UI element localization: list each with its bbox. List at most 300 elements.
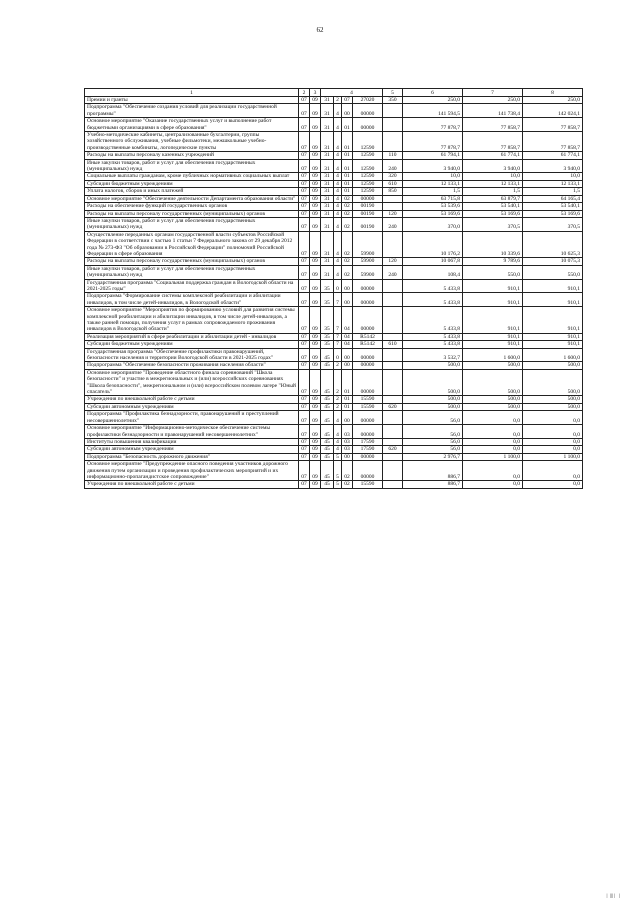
row-name-cell: Субсидии бюджетным учреждениям — [85, 341, 299, 348]
table-row — [85, 217, 583, 231]
amount-year1-cell: 1,5 — [403, 188, 463, 195]
subprogram-code-cell: 4 — [334, 152, 342, 159]
row-name-cell: Основное мероприятие "Информационно-методическое обеспечение системы профилактики безнадзорности и правонарушений несовершеннолетних" — [85, 425, 299, 439]
program-code-cell: 31 — [321, 180, 334, 187]
expense-type-cell: 240 — [383, 265, 403, 279]
program-code-cell: 31 — [321, 188, 334, 195]
activity-code-cell: 04 — [342, 341, 353, 348]
program-code-cell: 35 — [321, 341, 334, 348]
subprogram-code-cell: 2 — [334, 396, 342, 403]
program-code-cell: 45 — [321, 348, 334, 362]
amount-year1-cell: 5 433,8 — [403, 341, 463, 348]
subsection-code-cell: 09 — [310, 403, 321, 410]
subsection-code-cell: 09 — [310, 180, 321, 187]
direction-code-cell: 59900 — [353, 231, 383, 258]
amount-year1-cell: 500,0 — [403, 403, 463, 410]
section-code-cell: 07 — [299, 362, 310, 369]
table-row — [85, 180, 583, 187]
amount-year2-cell: 500,0 — [463, 396, 523, 403]
amount-year2-cell: 500,0 — [463, 403, 523, 410]
header-cell: 1 — [85, 89, 299, 97]
subprogram-code-cell: 4 — [334, 265, 342, 279]
expense-type-cell: 610 — [383, 180, 403, 187]
amount-year2-cell: 61 774,1 — [463, 152, 523, 159]
amount-year2-cell: 0,0 — [463, 438, 523, 445]
program-code-cell: 31 — [321, 132, 334, 152]
direction-code-cell: 12590 — [353, 180, 383, 187]
row-name-cell: Расходы на выплаты персоналу государственных (муниципальных) органов — [85, 258, 299, 265]
program-code-cell: 45 — [321, 461, 334, 481]
amount-year1-cell: 108,4 — [403, 265, 463, 279]
amount-year3-cell: 53 540,1 — [523, 203, 583, 210]
direction-code-cell: 59900 — [353, 258, 383, 265]
direction-code-cell: 00000 — [353, 348, 383, 362]
amount-year2-cell: 0,0 — [463, 446, 523, 453]
table-row — [85, 152, 583, 159]
section-code-cell: 07 — [299, 446, 310, 453]
program-code-cell: 35 — [321, 293, 334, 307]
amount-year2-cell: 77 858,7 — [463, 132, 523, 152]
subprogram-code-cell: 7 — [334, 293, 342, 307]
activity-code-cell: 02 — [342, 231, 353, 258]
subsection-code-cell: 09 — [310, 258, 321, 265]
subsection-code-cell: 09 — [310, 348, 321, 362]
amount-year1-cell: 3 940,0 — [403, 159, 463, 173]
program-code-cell: 35 — [321, 307, 334, 334]
amount-year3-cell: 10 625,3 — [523, 231, 583, 258]
direction-code-cell: 00000 — [353, 461, 383, 481]
amount-year2-cell: 12 133,1 — [463, 180, 523, 187]
activity-code-cell: 01 — [342, 173, 353, 180]
section-code-cell: 07 — [299, 217, 310, 231]
row-name-cell: Основное мероприятие "Предупреждение опасного поведения участников дорожного движения путем организации и проведения профилактических мероприятий и их информационно-пропагандистское сопровождение" — [85, 461, 299, 481]
section-code-cell: 07 — [299, 231, 310, 258]
subprogram-code-cell: 4 — [334, 118, 342, 132]
amount-year3-cell: 3 940,0 — [523, 159, 583, 173]
section-code-cell: 07 — [299, 307, 310, 334]
amount-year3-cell: 500,0 — [523, 362, 583, 369]
activity-code-cell: 03 — [342, 425, 353, 439]
subprogram-code-cell: 4 — [334, 159, 342, 173]
program-code-cell: 31 — [321, 118, 334, 132]
activity-code-cell: 07 — [342, 97, 353, 104]
header-cell: 4 — [321, 89, 383, 97]
subprogram-code-cell: 0 — [334, 348, 342, 362]
program-code-cell: 31 — [321, 265, 334, 279]
amount-year1-cell: 10,0 — [403, 173, 463, 180]
subprogram-code-cell: 7 — [334, 341, 342, 348]
row-name-cell: Расходы на обеспечение функций государственных органов — [85, 203, 299, 210]
amount-year1-cell: 3 532,7 — [403, 348, 463, 362]
program-code-cell: 31 — [321, 195, 334, 202]
section-code-cell: 07 — [299, 132, 310, 152]
direction-code-cell: 00190 — [353, 210, 383, 217]
expense-type-cell: 610 — [383, 341, 403, 348]
expense-type-cell — [383, 438, 403, 445]
row-name-cell: Учебно-методические кабинеты, централизованные бухгалтерии, группы хозяйственного обслуживания, учебные фильмотеки, межшкольные учебно-производственные комбинаты, логопедические пункты — [85, 132, 299, 152]
amount-year3-cell: 0,0 — [523, 446, 583, 453]
amount-year3-cell: 0,0 — [523, 411, 583, 425]
amount-year2-cell: 0,0 — [463, 425, 523, 439]
activity-code-cell: 01 — [342, 132, 353, 152]
table-row — [85, 118, 583, 132]
section-code-cell: 07 — [299, 195, 310, 202]
amount-year2-cell: 370,5 — [463, 217, 523, 231]
direction-code-cell: 27020 — [353, 97, 383, 104]
direction-code-cell: 17590 — [353, 446, 383, 453]
program-code-cell: 45 — [321, 396, 334, 403]
direction-code-cell: 15590 — [353, 481, 383, 488]
section-code-cell: 07 — [299, 279, 310, 293]
table-row — [85, 481, 583, 488]
amount-year1-cell: 77 878,7 — [403, 118, 463, 132]
amount-year1-cell: 886,7 — [403, 481, 463, 488]
table-row — [85, 173, 583, 180]
amount-year3-cell: 500,0 — [523, 369, 583, 396]
amount-year2-cell: 141 738,4 — [463, 104, 523, 118]
amount-year1-cell: 370,0 — [403, 217, 463, 231]
subsection-code-cell: 09 — [310, 411, 321, 425]
subsection-code-cell: 09 — [310, 461, 321, 481]
amount-year1-cell: 53 539,6 — [403, 203, 463, 210]
section-code-cell: 07 — [299, 180, 310, 187]
amount-year2-cell: 0,0 — [463, 461, 523, 481]
amount-year1-cell: 250,0 — [403, 97, 463, 104]
section-code-cell: 07 — [299, 438, 310, 445]
subsection-code-cell: 09 — [310, 210, 321, 217]
amount-year1-cell: 5 433,8 — [403, 307, 463, 334]
subprogram-code-cell: 4 — [334, 188, 342, 195]
row-name-cell: Учреждения по внешкольной работе с детьми — [85, 481, 299, 488]
subsection-code-cell: 09 — [310, 307, 321, 334]
row-name-cell: Государственная программа "Обеспечение профилактики правонарушений, безопасности населения и территории Вологодской области в 2021-2025 годах" — [85, 348, 299, 362]
amount-year2-cell: 910,1 — [463, 341, 523, 348]
program-code-cell: 31 — [321, 173, 334, 180]
header-cell: 8 — [523, 89, 583, 97]
activity-code-cell: 00 — [342, 104, 353, 118]
activity-code-cell: 01 — [342, 180, 353, 187]
program-code-cell: 45 — [321, 446, 334, 453]
activity-code-cell: 02 — [342, 481, 353, 488]
amount-year3-cell: 500,0 — [523, 396, 583, 403]
subsection-code-cell: 09 — [310, 132, 321, 152]
amount-year3-cell: 61 774,1 — [523, 152, 583, 159]
direction-code-cell: 00000 — [353, 104, 383, 118]
direction-code-cell: 00000 — [353, 307, 383, 334]
program-code-cell: 45 — [321, 411, 334, 425]
section-code-cell: 07 — [299, 341, 310, 348]
row-name-cell: Реализация мероприятий в сфере реабилитации и абилитации детей - инвалидов — [85, 333, 299, 340]
subsection-code-cell: 09 — [310, 293, 321, 307]
amount-year2-cell: 910,1 — [463, 307, 523, 334]
expense-type-cell — [383, 333, 403, 340]
expense-type-cell — [383, 104, 403, 118]
subsection-code-cell: 09 — [310, 104, 321, 118]
section-code-cell: 07 — [299, 348, 310, 362]
subprogram-code-cell: 4 — [334, 132, 342, 152]
table-row — [85, 403, 583, 410]
amount-year1-cell: 500,0 — [403, 362, 463, 369]
row-name-cell: Подпрограмма "Профилактика безнадзорности, правонарушений и преступлений несовершеннолетних" — [85, 411, 299, 425]
expense-type-cell: 620 — [383, 446, 403, 453]
program-code-cell: 35 — [321, 279, 334, 293]
program-code-cell: 31 — [321, 104, 334, 118]
amount-year1-cell: 53 169,6 — [403, 210, 463, 217]
expense-type-cell — [383, 348, 403, 362]
table-row — [85, 453, 583, 460]
expense-type-cell: 120 — [383, 258, 403, 265]
header-cell: 2 — [299, 89, 310, 97]
amount-year2-cell: 77 858,7 — [463, 118, 523, 132]
amount-year3-cell: 77 858,7 — [523, 118, 583, 132]
section-code-cell: 07 — [299, 481, 310, 488]
table-row — [85, 231, 583, 258]
expense-type-cell: 850 — [383, 188, 403, 195]
expense-type-cell — [383, 453, 403, 460]
subsection-code-cell: 09 — [310, 425, 321, 439]
section-code-cell: 07 — [299, 403, 310, 410]
table-row — [85, 132, 583, 152]
amount-year2-cell: 1,5 — [463, 188, 523, 195]
row-name-cell: Основное мероприятие "Проведение областного финала соревнований "Школа безопасности" и участие в межрегиональных и (или) всероссийских соревнованиях "Школа безопасности", межрегиональном и (или) всероссийском полевом лагере "Юный спасатель" — [85, 369, 299, 396]
amount-year2-cell: 910,1 — [463, 333, 523, 340]
subprogram-code-cell: 2 — [334, 369, 342, 396]
section-code-cell: 07 — [299, 369, 310, 396]
table-row — [85, 446, 583, 453]
subprogram-code-cell: 4 — [334, 210, 342, 217]
subprogram-code-cell: 4 — [334, 258, 342, 265]
activity-code-cell: 00 — [342, 279, 353, 293]
activity-code-cell: 01 — [342, 188, 353, 195]
subsection-code-cell: 09 — [310, 333, 321, 340]
expense-type-cell — [383, 369, 403, 396]
expense-type-cell: 350 — [383, 97, 403, 104]
direction-code-cell: 00000 — [353, 369, 383, 396]
amount-year1-cell: 141 594,5 — [403, 104, 463, 118]
subsection-code-cell: 09 — [310, 446, 321, 453]
activity-code-cell: 00 — [342, 293, 353, 307]
amount-year2-cell: 1 100,0 — [463, 453, 523, 460]
section-code-cell: 07 — [299, 396, 310, 403]
program-code-cell: 31 — [321, 159, 334, 173]
row-name-cell: Иные закупки товаров, работ и услуг для обеспечения государственных (муниципальных) нужд — [85, 265, 299, 279]
activity-code-cell: 03 — [342, 438, 353, 445]
section-code-cell: 07 — [299, 152, 310, 159]
table-row — [85, 396, 583, 403]
amount-year3-cell: 500,0 — [523, 403, 583, 410]
table-row — [85, 333, 583, 340]
table-row — [85, 203, 583, 210]
amount-year1-cell: 5 433,8 — [403, 333, 463, 340]
program-code-cell: 31 — [321, 152, 334, 159]
activity-code-cell: 01 — [342, 152, 353, 159]
direction-code-cell: 17590 — [353, 438, 383, 445]
program-code-cell: 45 — [321, 425, 334, 439]
amount-year2-cell: 250,0 — [463, 97, 523, 104]
row-name-cell: Социальные выплаты гражданам, кроме публичных нормативных социальных выплат — [85, 173, 299, 180]
amount-year3-cell: 370,5 — [523, 217, 583, 231]
expense-type-cell — [383, 279, 403, 293]
expense-type-cell — [383, 118, 403, 132]
row-name-cell: Институты повышения квалификации — [85, 438, 299, 445]
direction-code-cell: 12590 — [353, 188, 383, 195]
subsection-code-cell: 09 — [310, 203, 321, 210]
subprogram-code-cell: 0 — [334, 279, 342, 293]
amount-year3-cell: 910,1 — [523, 341, 583, 348]
subsection-code-cell: 09 — [310, 481, 321, 488]
expense-type-cell — [383, 481, 403, 488]
direction-code-cell: 00190 — [353, 217, 383, 231]
row-name-cell: Осуществление переданных органам государственной власти субъектов Российской Федерации в соответствии с частью 1 статьи 7 Федерального закона от 29 декабря 2012 года № 273-ФЗ "Об образовании в Российской Федерации" полномочий Российской Федерации в сфере образования — [85, 231, 299, 258]
subprogram-code-cell: 7 — [334, 333, 342, 340]
row-name-cell: Субсидии бюджетным учреждениям — [85, 180, 299, 187]
direction-code-cell: 00000 — [353, 411, 383, 425]
amount-year3-cell: 142 024,1 — [523, 104, 583, 118]
table-row — [85, 258, 583, 265]
scan-marks: | ||| | | — [606, 894, 620, 899]
subprogram-code-cell: 5 — [334, 481, 342, 488]
subsection-code-cell: 09 — [310, 369, 321, 396]
direction-code-cell: 00000 — [353, 453, 383, 460]
section-code-cell: 07 — [299, 411, 310, 425]
subprogram-code-cell: 2 — [334, 97, 342, 104]
activity-code-cell: 00 — [342, 348, 353, 362]
amount-year1-cell: 5 433,8 — [403, 293, 463, 307]
row-name-cell: Премии и гранты — [85, 97, 299, 104]
direction-code-cell: R5142 — [353, 341, 383, 348]
subprogram-code-cell: 5 — [334, 453, 342, 460]
direction-code-cell: R5142 — [353, 333, 383, 340]
direction-code-cell: 00000 — [353, 362, 383, 369]
amount-year1-cell: 500,0 — [403, 396, 463, 403]
row-name-cell: Подпрограмма "Обеспечение создания условий для реализации государственной программы" — [85, 104, 299, 118]
activity-code-cell: 00 — [342, 453, 353, 460]
section-code-cell: 07 — [299, 203, 310, 210]
subsection-code-cell: 09 — [310, 159, 321, 173]
activity-code-cell: 02 — [342, 217, 353, 231]
amount-year1-cell: 56,0 — [403, 425, 463, 439]
row-name-cell: Субсидии автономным учреждениям — [85, 446, 299, 453]
section-code-cell: 07 — [299, 118, 310, 132]
subprogram-code-cell: 4 — [334, 438, 342, 445]
direction-code-cell: 59900 — [353, 265, 383, 279]
amount-year3-cell: 77 858,7 — [523, 132, 583, 152]
subsection-code-cell: 09 — [310, 217, 321, 231]
expense-type-cell — [383, 396, 403, 403]
table-row — [85, 195, 583, 202]
section-code-cell: 07 — [299, 293, 310, 307]
program-code-cell: 31 — [321, 258, 334, 265]
activity-code-cell: 04 — [342, 333, 353, 340]
amount-year3-cell: 10 075,3 — [523, 258, 583, 265]
row-name-cell: Основное мероприятие "Обеспечение деятельности Департамента образования области" — [85, 195, 299, 202]
activity-code-cell: 02 — [342, 461, 353, 481]
amount-year3-cell: 0,0 — [523, 461, 583, 481]
table-row — [85, 210, 583, 217]
program-code-cell: 31 — [321, 210, 334, 217]
direction-code-cell: 12590 — [353, 159, 383, 173]
amount-year2-cell: 1 600,0 — [463, 348, 523, 362]
section-code-cell: 07 — [299, 188, 310, 195]
section-code-cell: 07 — [299, 453, 310, 460]
row-name-cell: Субсидии автономным учреждениям — [85, 403, 299, 410]
row-name-cell: Подпрограмма "Формирование системы комплексной реабилитации и абилитации инвалидов, в том числе детей-инвалидов, в Вологодской области" — [85, 293, 299, 307]
amount-year3-cell: 53 169,6 — [523, 210, 583, 217]
row-name-cell: Подпрограмма "Безопасность дорожного движения" — [85, 453, 299, 460]
expense-type-cell — [383, 132, 403, 152]
expense-type-cell: 240 — [383, 217, 403, 231]
program-code-cell: 31 — [321, 217, 334, 231]
direction-code-cell: 15590 — [353, 396, 383, 403]
amount-year3-cell: 910,1 — [523, 333, 583, 340]
direction-code-cell: 15590 — [353, 403, 383, 410]
amount-year3-cell: 1 100,0 — [523, 453, 583, 460]
subsection-code-cell: 09 — [310, 188, 321, 195]
table-row — [85, 104, 583, 118]
table-row — [85, 265, 583, 279]
amount-year1-cell: 12 133,1 — [403, 180, 463, 187]
subsection-code-cell: 09 — [310, 118, 321, 132]
program-code-cell: 45 — [321, 481, 334, 488]
program-code-cell: 45 — [321, 438, 334, 445]
activity-code-cell: 01 — [342, 369, 353, 396]
expense-type-cell: 240 — [383, 159, 403, 173]
amount-year2-cell: 550,0 — [463, 265, 523, 279]
expense-type-cell: 120 — [383, 210, 403, 217]
amount-year2-cell: 910,1 — [463, 293, 523, 307]
amount-year3-cell: 250,0 — [523, 97, 583, 104]
expense-type-cell — [383, 411, 403, 425]
subsection-code-cell: 09 — [310, 438, 321, 445]
table-row — [85, 307, 583, 334]
direction-code-cell: 00000 — [353, 279, 383, 293]
row-name-cell: Расходы на выплаты персоналу казенных учреждений — [85, 152, 299, 159]
table-row — [85, 348, 583, 362]
amount-year2-cell: 500,0 — [463, 369, 523, 396]
header-cell: 6 — [403, 89, 463, 97]
section-code-cell: 07 — [299, 104, 310, 118]
activity-code-cell: 01 — [342, 159, 353, 173]
amount-year3-cell: 0,0 — [523, 438, 583, 445]
amount-year3-cell: 0,0 — [523, 481, 583, 488]
subprogram-code-cell: 4 — [334, 180, 342, 187]
section-code-cell: 07 — [299, 173, 310, 180]
amount-year2-cell: 500,0 — [463, 362, 523, 369]
amount-year2-cell: 9 789,6 — [463, 258, 523, 265]
amount-year3-cell: 1,5 — [523, 188, 583, 195]
header-cell: 7 — [463, 89, 523, 97]
amount-year3-cell: 550,0 — [523, 265, 583, 279]
amount-year1-cell: 5 433,8 — [403, 279, 463, 293]
subprogram-code-cell: 2 — [334, 362, 342, 369]
amount-year3-cell: 910,1 — [523, 307, 583, 334]
row-name-cell: Основное мероприятие "Мероприятия по формированию условий для развития системы комплексной реабилитации и абилитации инвалидов, в том числе детей-инвалидов, а также ранней помощи, получения услуг в рамках сопровождаемого проживания инвалидов в Вологодской области" — [85, 307, 299, 334]
expense-type-cell: 320 — [383, 173, 403, 180]
subprogram-code-cell: 4 — [334, 217, 342, 231]
subprogram-code-cell: 4 — [334, 104, 342, 118]
subsection-code-cell: 09 — [310, 279, 321, 293]
amount-year2-cell: 63 879,7 — [463, 195, 523, 202]
subsection-code-cell: 09 — [310, 362, 321, 369]
table-row — [85, 97, 583, 104]
section-code-cell: 07 — [299, 461, 310, 481]
activity-code-cell: 02 — [342, 210, 353, 217]
expense-type-cell — [383, 425, 403, 439]
subprogram-code-cell: 4 — [334, 203, 342, 210]
direction-code-cell: 12590 — [353, 152, 383, 159]
program-code-cell: 31 — [321, 97, 334, 104]
activity-code-cell: 02 — [342, 265, 353, 279]
